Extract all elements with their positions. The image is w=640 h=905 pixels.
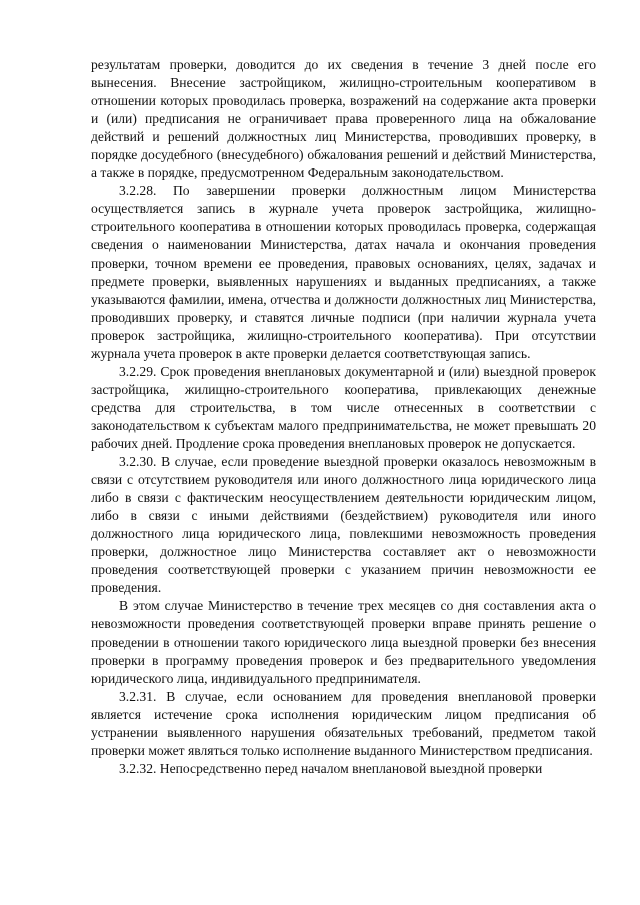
paragraph-3-2-30-continued: В этом случае Министерство в течение трех месяцев со дня составления акта о невозможности проведения соответствующей проверки вправе принять решение о проведении в отношении такого юридического лица выездной проверки без внесения проверки в программу проведения проверок и без предварительного уведомления юридического лица, индивидуального предпринимателя.: [91, 598, 596, 686]
paragraph-3-2-32: 3.2.32. Непосредственно перед началом внеплановой выездной проверки: [119, 760, 543, 776]
paragraph-3-2-28: 3.2.28. По завершении проверки должностным лицом Министерства осуществляется запись в журнале учета проверок застройщика, жилищно-строительного кооператива в отношении которых проводилась проверка, содержащая сведения о наименовании Министерства, датах начала и окончания проведения проверки, точном времени ее проведения, правовых основаниях, целях, задачах и предмете проверки, выявленных нарушениях и выданных предписаниях, а также указываются фамилии, имена, отчества и должности должностных лиц Министерства, проводивших проверку, и ставятся личные подписи (при наличии журнала учета проверок застройщика, жилищно-строительного кооператива). При отсутствии журнала учета проверок в акте проверки делается соответствующая запись.: [91, 183, 596, 361]
paragraph-3-2-30: 3.2.30. В случае, если проведение выездной проверки оказалось невозможным в связи с отсутствием руководителя или иного должностного лица юридического лица либо в связи с фактическим неосуществлением деятельности юридическим лицом, либо в связи с иными действиями (бездействием) руководителя или иного должностного лица юридического лица, повлекшими невозможность проведения проверки, должностное лицо Министерства составляет акт о невозможности проведения соответствующей проверки с указанием причин невозможности ее проведения.: [91, 454, 596, 596]
paragraph-3-2-31: 3.2.31. В случае, если основанием для проведения внеплановой проверки является истечение срока исполнения юридическим лицом предписания об устранении выявленного нарушения обязательных требований, предметом такой проверки может являться только исполнение выданного Министерством предписания.: [91, 688, 596, 758]
document-page: [91, 56, 596, 778]
paragraph-3-2-29: 3.2.29. Срок проведения внеплановых документарной и (или) выездной проверок застройщика, жилищно-строительного кооператива, привлекающих денежные средства для строительства, в том числе отнесенных в соответствии с законодательством к субъектам малого предпринимательства, не может превышать 20 рабочих дней. Продление срока проведения внеплановых проверок не допускается.: [91, 363, 596, 451]
paragraph-continuation: результатам проверки, доводится до их сведения в течение 3 дней после его вынесения. Внесение застройщиком, жилищно-строительным кооперативом в отношении которых проводилась проверка, возражений на содержание акта проверки и (или) предписания не ограничивает права проверенного лица на обжалование действий и решений должностных лиц Министерства, проводивших проверку, в порядке досудебного (внесудебного) обжалования решений и действий Министерства, а также в порядке, предусмотренном Федеральным законодательством.: [91, 57, 596, 181]
